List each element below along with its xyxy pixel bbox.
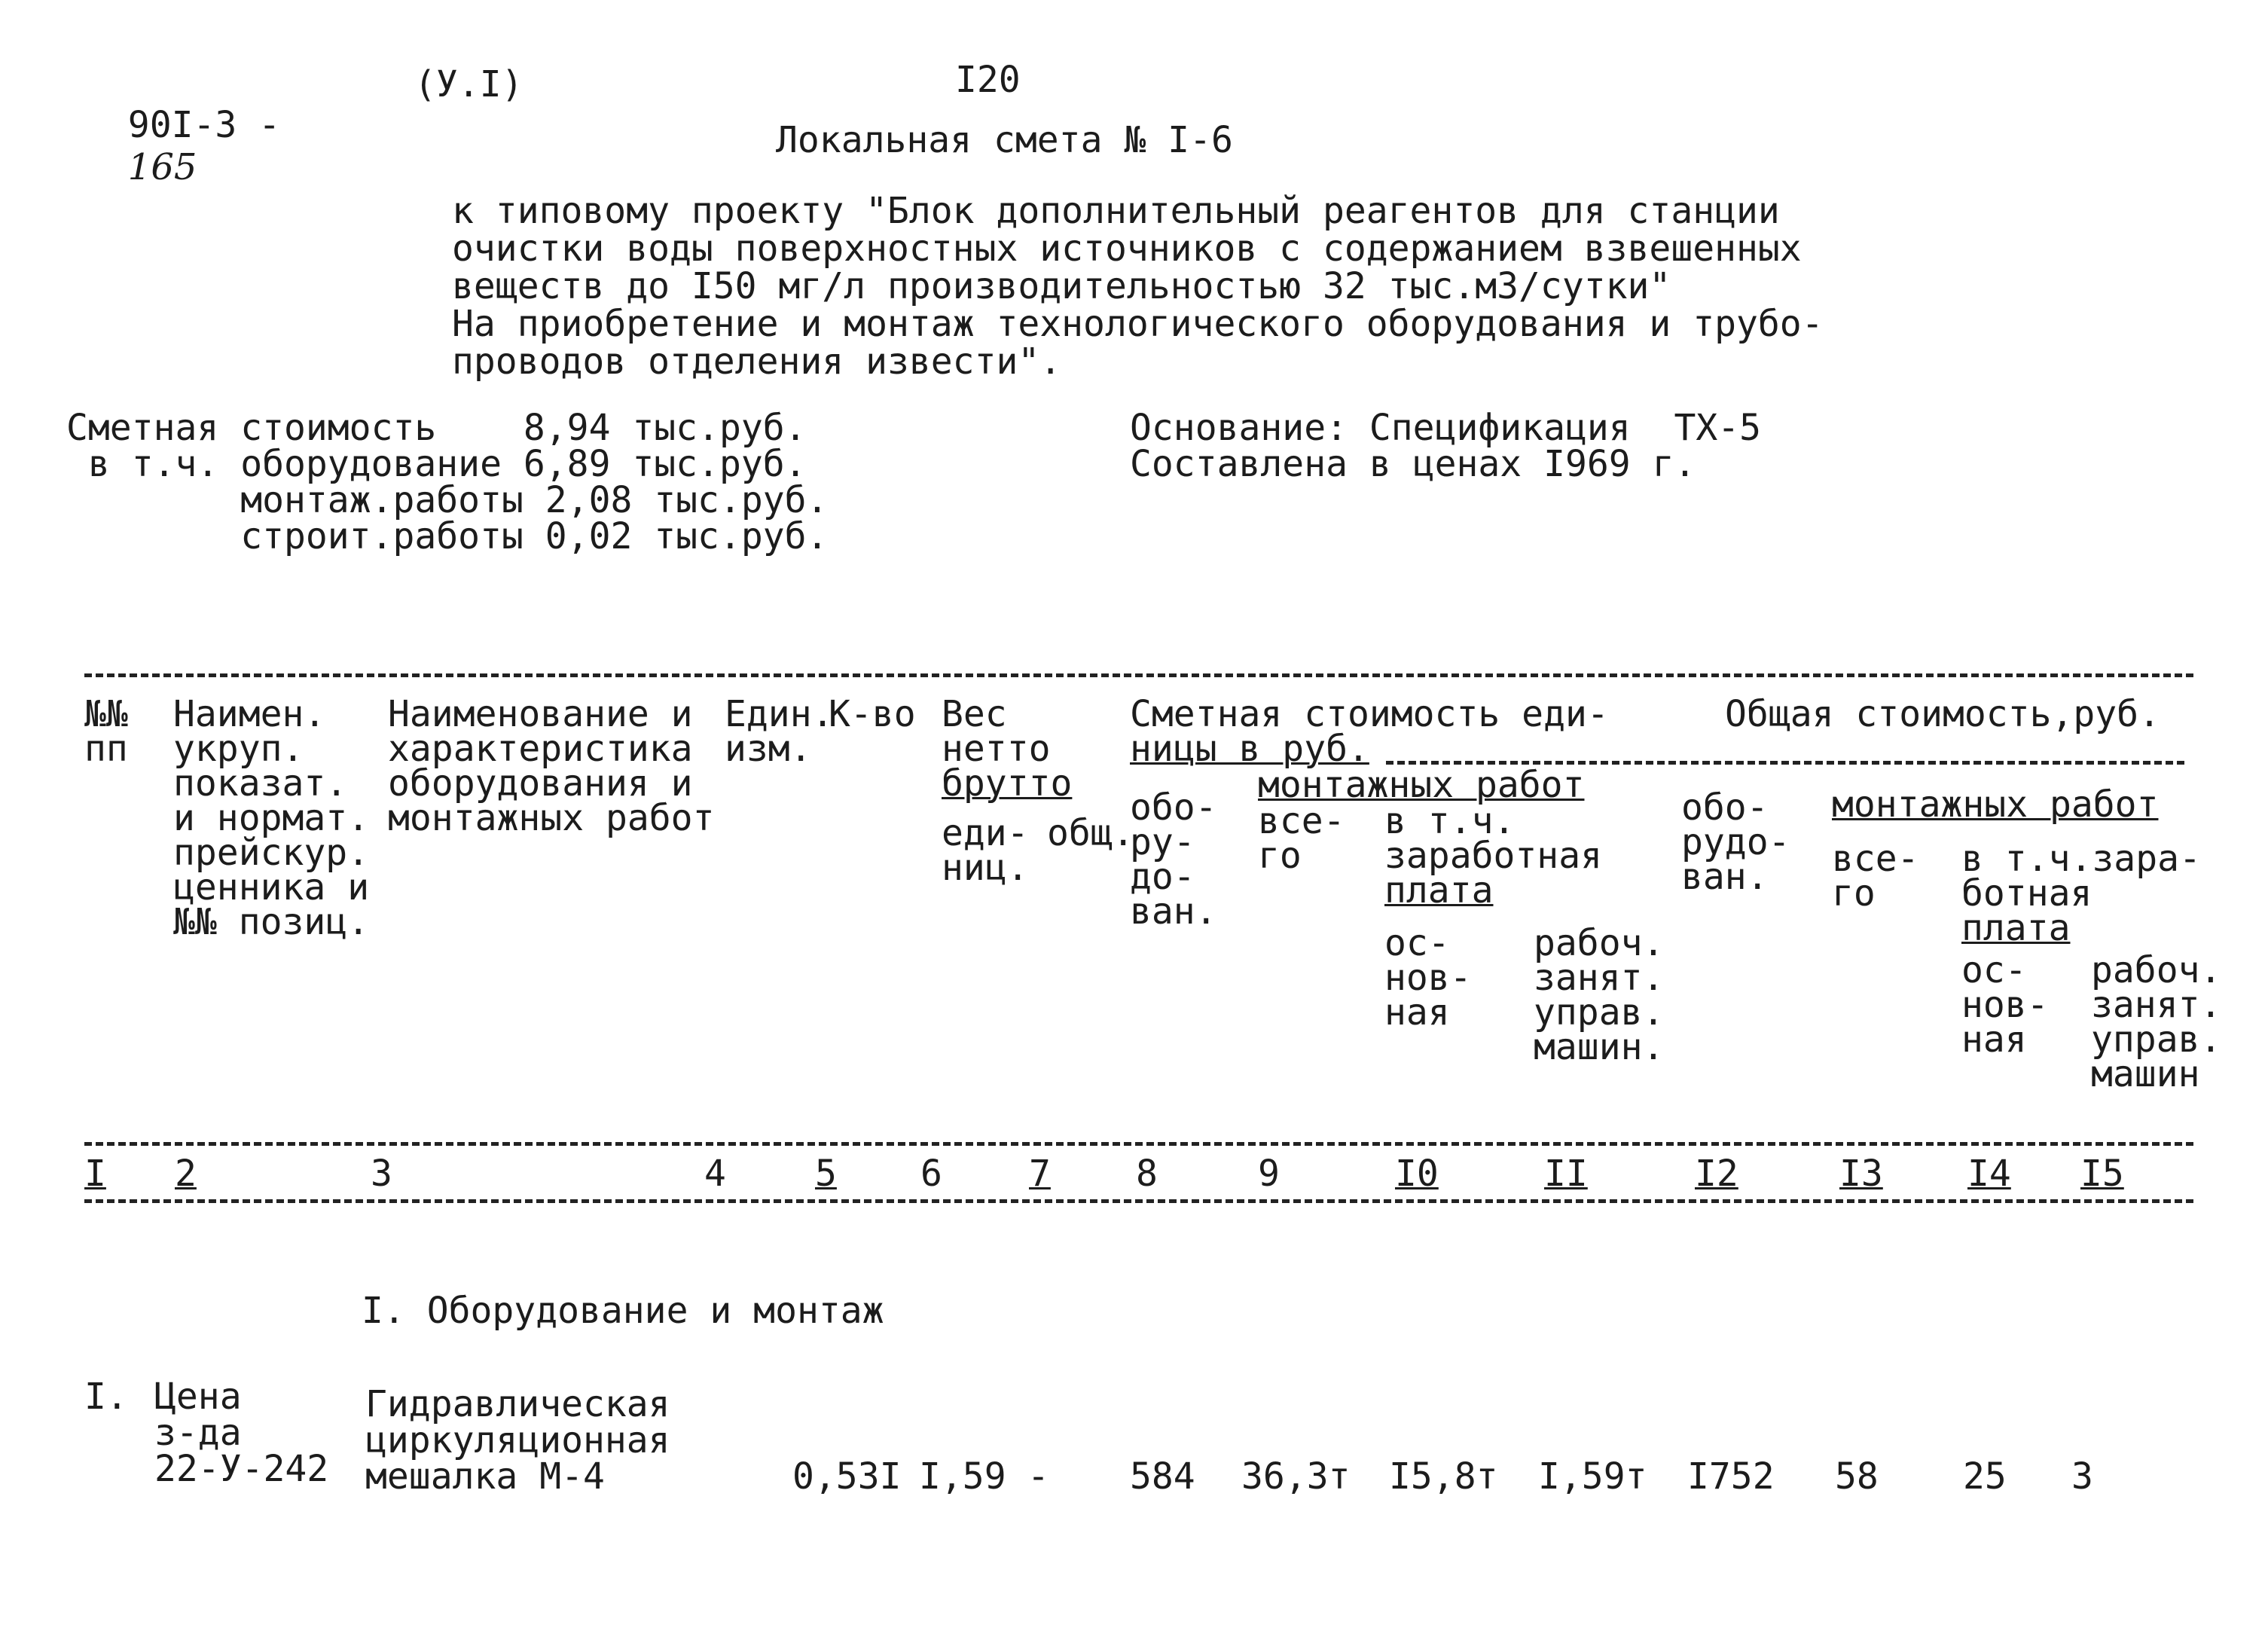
header-incl: плата: [1384, 869, 1494, 912]
column-number: 9: [1258, 1153, 1280, 1195]
header-col8: обо-: [1130, 786, 1217, 829]
row-value-machine-total: 3: [2071, 1455, 2093, 1498]
header-col14: нов-: [1961, 984, 2049, 1026]
header-incl: заработная: [1384, 835, 1602, 877]
column-number: 4: [704, 1153, 726, 1195]
document-code-typed: 90I-3 -: [127, 104, 281, 146]
header-col4: Един.: [725, 693, 834, 735]
header-col3: монтажных работ: [388, 797, 715, 839]
row-value-machine-unit: I,59т: [1538, 1455, 1647, 1498]
column-number: 6: [920, 1153, 942, 1195]
row-code: Цена: [154, 1376, 242, 1418]
row-value-weight-total: I,59: [919, 1455, 1006, 1498]
header-col11: рабоч.: [1534, 922, 1665, 964]
basis-line: Основание: Спецификация ТХ-5: [1130, 407, 1762, 449]
column-numbers-rule: [84, 1199, 2193, 1203]
row-value-wage-total: 25: [1963, 1455, 2007, 1498]
page-number: I20: [955, 59, 1021, 101]
header-col10: ная: [1384, 991, 1450, 1034]
header-col13: го: [1832, 872, 1876, 915]
intro-line: к типовому проекту "Блок дополнительный реагентов для станции: [452, 190, 1780, 232]
header-col1: №№: [84, 693, 128, 735]
header-weight: нетто: [942, 728, 1051, 770]
section-title: I. Оборудование и монтаж: [362, 1290, 884, 1332]
cost-line: монтаж.работы 2,08 тыс.руб.: [66, 479, 829, 521]
header-bottom-rule: [84, 1142, 2193, 1146]
row-value-weight: 0,53I: [792, 1455, 902, 1498]
row-name: циркуляционная: [365, 1419, 670, 1461]
page-title: Локальная смета № I-6: [776, 119, 1233, 161]
header-col11: управ.: [1534, 991, 1665, 1034]
row-value-mont-total-unit: 36,3т: [1241, 1455, 1351, 1498]
column-number: 7: [1029, 1153, 1051, 1195]
row-value-mont-total: 58: [1835, 1455, 1879, 1498]
header-col12: обо-: [1681, 786, 1769, 829]
column-number: 5: [815, 1153, 837, 1195]
header-col4: изм.: [725, 728, 812, 770]
header-col15: машин: [2091, 1053, 2200, 1095]
header-unit-cost: Сметная стоимость еди-: [1130, 693, 1609, 735]
header-col15: управ.: [2091, 1018, 2222, 1061]
header-mont-works-total: монтажных работ: [1832, 783, 2159, 826]
header-col11: занят.: [1534, 957, 1665, 999]
document-code-handwritten: 165: [127, 146, 197, 188]
row-name: мешалка М-4: [365, 1455, 605, 1498]
header-col2: ценника и: [173, 866, 370, 909]
header-col2: и нормат.: [173, 797, 370, 839]
header-unit-cost: ницы в руб.: [1130, 728, 1369, 770]
header-col10: ос-: [1384, 922, 1450, 964]
header-col2: Наимен.: [173, 693, 326, 735]
header-incl2: плата: [1961, 907, 2071, 949]
header-col6: ниц.: [942, 847, 1029, 889]
row-code: 22-У-242: [154, 1448, 329, 1490]
header-col8: ван.: [1130, 890, 1217, 933]
column-number: II: [1544, 1153, 1588, 1195]
header-col1: пп: [84, 728, 128, 770]
column-number: 8: [1136, 1153, 1158, 1195]
header-col2: №№ позиц.: [173, 901, 370, 943]
header-col8: до-: [1130, 856, 1195, 898]
basis-line: Составлена в ценах I969 г.: [1130, 443, 1696, 485]
header-col6: еди-: [942, 812, 1029, 854]
cost-line: Сметная стоимость 8,94 тыс.руб.: [66, 407, 807, 449]
cost-line: строит.работы 0,02 тыс.руб.: [66, 515, 829, 557]
row-value-wage-unit: I5,8т: [1389, 1455, 1498, 1498]
header-col7: общ.: [1047, 812, 1134, 854]
header-col10: нов-: [1384, 957, 1472, 999]
column-number: I3: [1839, 1153, 1883, 1195]
volume-label: (У.I): [414, 63, 524, 105]
header-col14: ос-: [1961, 949, 2027, 991]
row-code: з-да: [154, 1412, 242, 1454]
column-number: I: [84, 1153, 106, 1195]
header-col2: укруп.: [173, 728, 304, 770]
header-col14: ная: [1961, 1018, 2027, 1061]
header-col8: ру-: [1130, 821, 1195, 863]
header-col13: все-: [1832, 838, 1919, 880]
column-number: I5: [2080, 1153, 2124, 1195]
header-weight-gross: брутто: [942, 762, 1073, 805]
document-code: [84, 62, 280, 188]
column-number: I0: [1395, 1153, 1439, 1195]
column-number: 2: [175, 1153, 197, 1195]
header-col11: машин.: [1534, 1026, 1665, 1068]
header-incl2: ботная: [1961, 872, 2092, 915]
row-value-empty: -: [1027, 1455, 1049, 1498]
header-col12: рудо-: [1681, 821, 1790, 863]
header-col3: характеристика: [388, 728, 693, 770]
header-col15: занят.: [2091, 984, 2222, 1026]
cost-line: в т.ч. оборудование 6,89 тыс.руб.: [66, 443, 807, 485]
header-col9: все-: [1258, 800, 1345, 842]
intro-line: На приобретение и монтаж технологического оборудования и трубо-: [452, 303, 1824, 345]
header-col5: К-во: [829, 693, 916, 735]
intro-line: очистки воды поверхностных источников с содержанием взвешенных: [452, 228, 1802, 270]
header-incl2: в т.ч.зара-: [1961, 838, 2201, 880]
column-number: 3: [371, 1153, 392, 1195]
header-col3: оборудования и: [388, 762, 693, 805]
header-col3: Наименование и: [388, 693, 693, 735]
row-value-equipment-unit: 584: [1130, 1455, 1195, 1498]
header-col15: рабоч.: [2091, 949, 2222, 991]
header-weight: Вес: [942, 693, 1007, 735]
row-name: Гидравлическая: [365, 1383, 670, 1425]
header-col9: го: [1258, 835, 1302, 877]
intro-line: веществ до I50 мг/л производительностью 32 тыс.м3/сутки": [452, 265, 1671, 307]
header-col2: прейскур.: [173, 832, 370, 874]
header-col12: ван.: [1681, 856, 1769, 898]
column-number: I4: [1967, 1153, 2011, 1195]
column-number: I2: [1695, 1153, 1738, 1195]
row-number: I.: [84, 1376, 128, 1418]
header-mont-works: монтажных работ: [1258, 764, 1585, 806]
intro-line: проводов отделения извести".: [452, 340, 1062, 383]
header-col2: показат.: [173, 762, 348, 805]
header-total-cost: Общая стоимость,руб.: [1725, 693, 2160, 735]
table-top-rule: [84, 673, 2193, 677]
header-incl: в т.ч.: [1384, 800, 1516, 842]
row-value-equipment-total: I752: [1687, 1455, 1775, 1498]
